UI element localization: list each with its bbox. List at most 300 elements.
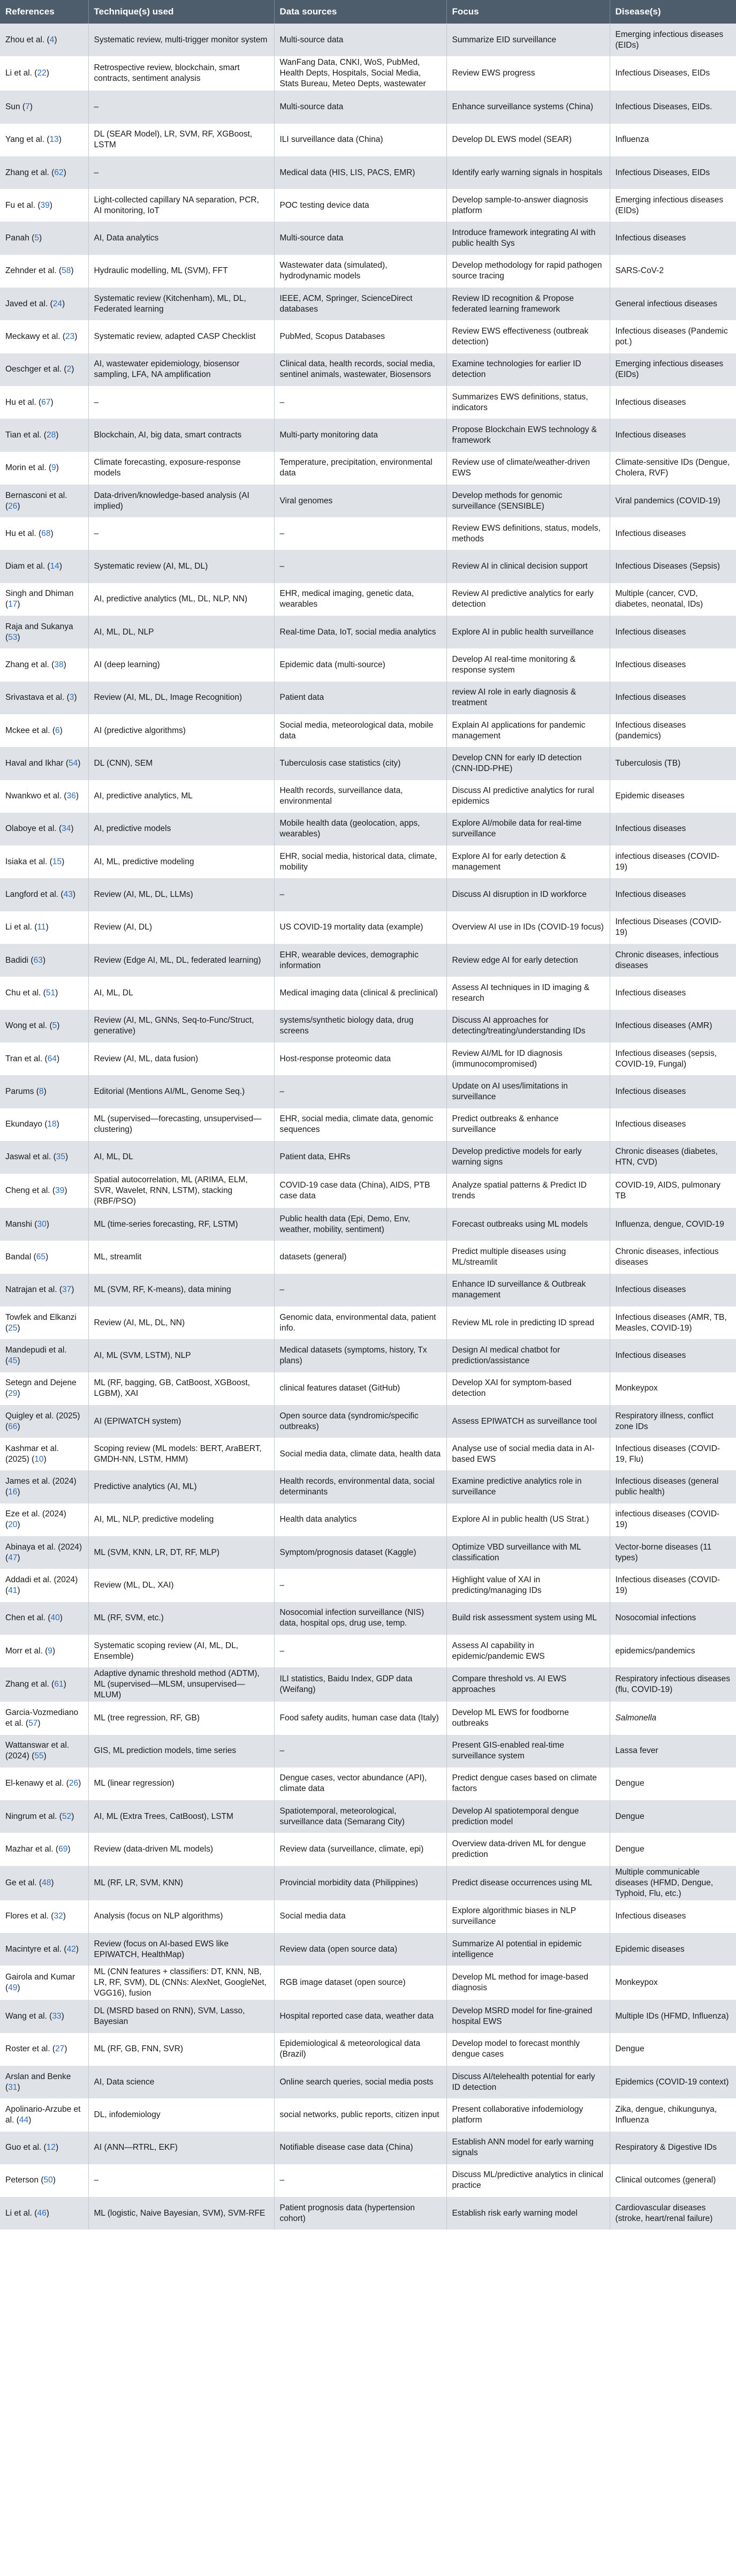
disease-cell: Infectious Diseases (COVID-19) — [615, 917, 722, 938]
disease-cell: Infectious diseases — [615, 1120, 686, 1129]
citation-link[interactable]: 33 — [52, 2011, 62, 2021]
data-sources-cell: Social media data, climate data, health data — [274, 1438, 446, 1470]
focus-cell: Review ML role in predicting ID spread — [446, 1306, 610, 1339]
reference-author: Olaboye et al. — [5, 824, 59, 834]
focus-cell: Assess AI techniques in ID imaging & research — [446, 977, 610, 1009]
citation-link[interactable]: 22 — [37, 69, 47, 78]
technique-cell: ML (RF, GB, FNN, SVR) — [88, 2033, 274, 2066]
data-sources-cell: IEEE, ACM, Springer, ScienceDirect databases — [274, 288, 446, 320]
disease-cell: Infectious diseases (COVID-19, Flu) — [615, 1444, 720, 1464]
technique-cell: AI, ML (Extra Trees, CatBoost), LSTM — [88, 1800, 274, 1833]
citation-link[interactable]: 40 — [50, 1613, 60, 1623]
reference-author: Mandepudi et al. — [5, 1345, 67, 1355]
technique-cell: Review (Edge AI, ML, DL, federated learning) — [88, 944, 274, 977]
technique-cell: – — [88, 2164, 274, 2197]
reference-cell: Flores et al. (32) — [0, 1900, 88, 1933]
disease-cell: Infectious diseases (AMR, TB, Measles, COVID-19) — [615, 1312, 727, 1333]
technique-cell: AI, predictive analytics, ML — [88, 780, 274, 813]
technique-cell: DL (MSRD based on RNN), SVM, Lasso, Bayesian — [88, 2000, 274, 2033]
citation-link[interactable]: 27 — [55, 2044, 65, 2054]
citation-link[interactable]: 5 — [52, 1021, 57, 1031]
reference-cell: Chen et al. (40) — [0, 1602, 88, 1635]
reference-cell: Gairola and Kumar (49) — [0, 1966, 88, 2000]
citation-link[interactable]: 24 — [52, 299, 62, 308]
reference-author: Ge et al. — [5, 1878, 39, 1887]
disease-cell: Dengue — [615, 1811, 644, 1821]
citation-link[interactable]: 69 — [58, 1845, 68, 1854]
data-sources-cell: Dengue cases, vector abundance (API), climate data — [274, 1767, 446, 1800]
table-row — [0, 1241, 736, 1273]
citation-link[interactable]: 64 — [47, 1054, 57, 1063]
table-row — [0, 255, 736, 288]
data-sources-cell: Multi-source data — [274, 24, 446, 56]
table-row — [0, 1735, 736, 1767]
citation-link[interactable]: 39 — [40, 200, 50, 210]
reference-cell: Li et al. (46) — [0, 2197, 88, 2230]
technique-cell: ML (logistic, Naive Bayesian, SVM), SVM-RFE — [88, 2197, 274, 2230]
header-technique: Technique(s) used — [88, 0, 274, 24]
table-row — [0, 2164, 736, 2197]
citation-link[interactable]: 39 — [55, 1186, 65, 1196]
data-sources-cell: Notifiable disease case data (China) — [274, 2132, 446, 2164]
reference-author: Abinaya et al. (2024) — [5, 1542, 82, 1552]
reference-author: Hu et al. — [5, 397, 39, 407]
technique-cell: Review (AI, ML, GNNs, Seq-to-Func/Struct, generative) — [88, 1010, 274, 1043]
reference-author: Towfek and Elkanzi — [5, 1312, 77, 1322]
focus-cell: Review edge AI for early detection — [446, 944, 610, 977]
technique-cell: Review (AI, ML, DL, NN) — [88, 1306, 274, 1339]
citation-link[interactable]: 63 — [33, 955, 43, 965]
citation-link[interactable]: 37 — [62, 1285, 72, 1295]
table-row — [0, 1108, 736, 1141]
focus-cell: Summarize EID surveillance — [446, 24, 610, 56]
reference-cell: Panah (5) — [0, 222, 88, 254]
reference-author: Bandal — [5, 1252, 34, 1262]
focus-cell: Review EWS progress — [446, 56, 610, 90]
citation-link[interactable]: 34 — [62, 824, 71, 834]
technique-cell: AI, ML (SVM, LSTM), NLP — [88, 1339, 274, 1372]
disease-cell: Chronic diseases (diabetes, HTN, CVD) — [615, 1147, 718, 1167]
citation-link[interactable]: 11 — [37, 923, 46, 932]
data-sources-cell: Medical data (HIS, LIS, PACS, EMR) — [274, 156, 446, 189]
table-row — [0, 878, 736, 911]
reference-cell: Zhou et al. (4) — [0, 24, 88, 56]
citation-link[interactable]: 9 — [48, 1646, 52, 1656]
data-sources-cell: Health data analytics — [274, 1504, 446, 1536]
header-focus: Focus — [446, 0, 610, 24]
table-row — [0, 452, 736, 485]
table-row — [0, 977, 736, 1009]
reference-author: Zehnder et al. — [5, 266, 59, 276]
reference-cell: Parums (8) — [0, 1075, 88, 1108]
focus-cell: Review ID recognition & Propose federated learning framework — [446, 288, 610, 320]
citation-link[interactable]: 52 — [62, 1811, 72, 1821]
reference-author: Wong et al. — [5, 1021, 50, 1031]
citation-link[interactable]: 54 — [69, 758, 78, 768]
citation-link[interactable]: 10 — [34, 1454, 44, 1464]
disease-cell: Infectious diseases (sepsis, COVID-19, Fungal) — [615, 1048, 717, 1069]
disease-cell: Influenza — [615, 135, 649, 145]
focus-cell: Explore AI for early detection & management — [446, 845, 610, 878]
reference-author: Langford et al. — [5, 890, 61, 900]
data-sources-cell: Epidemic data (multi-source) — [274, 648, 446, 681]
technique-cell: Review (AI, ML, data fusion) — [88, 1043, 274, 1075]
reference-cell: Quigley et al. (2025) (66) — [0, 1405, 88, 1438]
focus-cell: Develop MSRD model for fine-grained hospital EWS — [446, 2000, 610, 2033]
reference-cell: Zhang et al. (38) — [0, 648, 88, 681]
technique-cell: Systematic review, adapted CASP Checklist — [88, 320, 274, 353]
table-row — [0, 1536, 736, 1569]
disease-cell: Vector-borne diseases (11 types) — [615, 1542, 712, 1562]
table-row — [0, 1043, 736, 1075]
technique-cell: Review (data-driven ML models) — [88, 1833, 274, 1865]
reference-cell: Ningrum et al. (52) — [0, 1800, 88, 1833]
header-data-sources: Data sources — [274, 0, 446, 24]
technique-cell: Review (focus on AI-based EWS like EPIWATCH, HealthMap) — [88, 1933, 274, 1966]
focus-cell: Develop model to forecast monthly dengue cases — [446, 2033, 610, 2066]
reference-author: Gairola and Kumar — [5, 1973, 75, 1982]
technique-cell: Systematic scoping review (AI, ML, DL, Ensemble) — [88, 1635, 274, 1667]
reference-cell: Isiaka et al. (15) — [0, 845, 88, 878]
table-row — [0, 320, 736, 353]
data-sources-cell: – — [274, 1569, 446, 1601]
technique-cell: AI, Data science — [88, 2066, 274, 2098]
citation-link[interactable]: 35 — [56, 1152, 66, 1162]
table-row — [0, 288, 736, 320]
citation-link[interactable]: 53 — [8, 632, 18, 642]
citation-link[interactable]: 32 — [54, 1912, 63, 1921]
table-row — [0, 222, 736, 254]
focus-cell: Analyse use of social media data in AI-based EWS — [446, 1438, 610, 1470]
reference-cell: Zhang et al. (62) — [0, 156, 88, 189]
disease-cell: infectious diseases (COVID-19) — [615, 1509, 720, 1530]
focus-cell: Review EWS effectiveness (outbreak detection) — [446, 320, 610, 353]
data-sources-cell: Clinical data, health records, social media, sentinel animals, wastewater, Biosensors — [274, 353, 446, 386]
reference-author: Zhang et al. — [5, 1680, 52, 1689]
citation-link[interactable]: 26 — [8, 501, 18, 511]
reference-cell: Zhang et al. (61) — [0, 1667, 88, 1702]
reference-author: Badidi — [5, 955, 31, 965]
disease-cell: Infectious diseases — [615, 890, 686, 900]
disease-cell: Infectious diseases (COVID-19) — [615, 1575, 720, 1595]
focus-cell: Develop ML EWS for foodborne outbreaks — [446, 1702, 610, 1734]
technique-cell: – — [88, 90, 274, 123]
citation-link[interactable]: 5 — [34, 233, 39, 243]
citation-link[interactable]: 4 — [49, 35, 55, 44]
reference-author: Srivastava et al. — [5, 693, 67, 702]
citation-link[interactable]: 29 — [8, 1389, 18, 1399]
citation-link[interactable]: 28 — [46, 430, 56, 440]
citation-link[interactable]: 42 — [66, 1944, 76, 1954]
citation-link[interactable]: 51 — [45, 988, 56, 998]
disease-cell: Salmonella — [615, 1713, 657, 1723]
disease-cell: Emerging infectious diseases (EIDs) — [615, 195, 724, 215]
table-row — [0, 1767, 736, 1800]
reference-author: Arslan and Benke — [5, 2072, 71, 2081]
reference-author: Raja and Sukanya — [5, 622, 73, 631]
citation-link[interactable]: 38 — [54, 660, 64, 669]
reference-author: Peterson — [5, 2175, 41, 2185]
table-row — [0, 1966, 736, 2000]
technique-cell: AI (predictive algorithms) — [88, 714, 274, 747]
reference-author: Isiaka et al. — [5, 857, 50, 866]
focus-cell: Examine technologies for earlier ID detection — [446, 353, 610, 386]
citation-link[interactable]: 15 — [52, 857, 62, 866]
technique-cell: – — [88, 156, 274, 189]
disease-cell: Nosocomial infections — [615, 1613, 696, 1623]
table-row — [0, 1010, 736, 1043]
citation-link[interactable]: 66 — [8, 1422, 18, 1431]
citation-link[interactable]: 25 — [8, 1323, 18, 1333]
reference-cell: Hu et al. (68) — [0, 517, 88, 550]
table-row — [0, 813, 736, 845]
reference-author: Haval and Ikhar — [5, 758, 66, 768]
disease-cell: Dengue — [615, 2044, 644, 2054]
technique-cell: ML (tree regression, RF, GB) — [88, 1702, 274, 1734]
citation-link[interactable]: 55 — [34, 1751, 44, 1761]
citation-link[interactable]: 67 — [41, 397, 51, 407]
disease-cell: Infectious diseases (AMR) — [615, 1021, 712, 1031]
disease-cell: Infectious diseases — [615, 397, 686, 407]
citation-link[interactable]: 20 — [8, 1520, 18, 1530]
reference-cell: Eze et al. (2024) (20) — [0, 1504, 88, 1536]
data-sources-cell: Public health data (Epi, Demo, Env, weather, mobility, sentiment) — [274, 1208, 446, 1241]
citation-link[interactable]: 12 — [46, 2143, 56, 2152]
citation-link[interactable]: 57 — [28, 1718, 38, 1728]
focus-cell: Predict dengue cases based on climate factors — [446, 1767, 610, 1800]
reference-cell: Li et al. (11) — [0, 911, 88, 944]
table-row — [0, 1933, 736, 1966]
focus-cell: Develop DL EWS model (SEAR) — [446, 124, 610, 156]
focus-cell: Discuss AI/telehealth potential for early ID detection — [446, 2066, 610, 2098]
disease-cell: Infectious diseases (pandemics) — [615, 720, 686, 741]
data-sources-cell: PubMed, Scopus Databases — [274, 320, 446, 353]
technique-cell: ML (linear regression) — [88, 1767, 274, 1800]
citation-link[interactable]: 8 — [39, 1086, 44, 1096]
data-sources-cell: Multi-source data — [274, 222, 446, 254]
reference-author: Jaswal et al. — [5, 1152, 54, 1162]
disease-cell: Viral pandemics (COVID-19) — [615, 496, 720, 505]
citation-link[interactable]: 58 — [62, 266, 71, 276]
focus-cell: Establish ANN model for early warning signals — [446, 2132, 610, 2164]
technique-cell: Data-driven/knowledge-based analysis (AI implied) — [88, 485, 274, 517]
focus-cell: Explore AI in public health (US Strat.) — [446, 1504, 610, 1536]
disease-cell: Multiple IDs (HFMD, Influenza) — [615, 2011, 729, 2021]
technique-cell: ML (SVM, RF, K-means), data mining — [88, 1274, 274, 1306]
citation-link[interactable]: 3 — [69, 693, 74, 702]
reference-cell: Javed et al. (24) — [0, 288, 88, 320]
data-sources-cell: Symptom/prognosis dataset (Kaggle) — [274, 1536, 446, 1569]
reference-author: Li et al. — [5, 923, 35, 932]
citation-link[interactable]: 14 — [50, 562, 59, 571]
table-row — [0, 1667, 736, 1702]
disease-cell: Influenza, dengue, COVID-19 — [615, 1219, 724, 1229]
reference-author: Morr et al. — [5, 1646, 45, 1656]
reference-cell: Haval and Ikhar (54) — [0, 747, 88, 780]
technique-cell: AI, predictive models — [88, 813, 274, 845]
citation-link[interactable]: 18 — [47, 1120, 57, 1129]
table-row — [0, 353, 736, 386]
disease-cell: Infectious diseases — [615, 1086, 686, 1096]
technique-cell: Editorial (Mentions AI/ML, Genome Seq.) — [88, 1075, 274, 1108]
focus-cell: Build risk assessment system using ML — [446, 1602, 610, 1635]
reference-cell: Manshi (30) — [0, 1208, 88, 1241]
technique-cell: Systematic review (Kitchenham), ML, DL, Federated learning — [88, 288, 274, 320]
technique-cell: ML (CNN features + classifiers: DT, KNN, NB, LR, RF, SVM), DL (CNNs: AlexNet, GoogleNet, VGG16), fusion — [88, 1966, 274, 2000]
citation-link[interactable]: 65 — [36, 1252, 45, 1262]
reference-author: Ekundayo — [5, 1120, 45, 1129]
citation-link[interactable]: 41 — [8, 1586, 18, 1595]
citation-link[interactable]: 13 — [49, 135, 59, 145]
table-row — [0, 1800, 736, 1833]
data-sources-cell: social networks, public reports, citizen input — [274, 2098, 446, 2131]
disease-cell: COVID-19, AIDS, pulmonary TB — [615, 1181, 720, 1201]
reference-cell: Hu et al. (67) — [0, 386, 88, 419]
technique-cell: AI, ML, DL — [88, 1141, 274, 1174]
citation-link[interactable]: 17 — [8, 600, 18, 609]
disease-cell: Infectious diseases — [615, 627, 686, 637]
data-sources-cell: – — [274, 1274, 446, 1306]
citation-link[interactable]: 61 — [54, 1680, 64, 1689]
disease-cell: Emerging infectious diseases (EIDs) — [615, 359, 724, 380]
reference-author: Flores et al. — [5, 1912, 51, 1921]
reference-author: Diam et al. — [5, 562, 48, 571]
reference-author: Garcia-Vozmediano et al. — [5, 1708, 79, 1728]
table-row — [0, 550, 736, 583]
focus-cell: Explain AI applications for pandemic management — [446, 714, 610, 747]
reference-author: El-kenawy et al. — [5, 1779, 66, 1788]
technique-cell: Spatial autocorrelation, ML (ARIMA, ELM, SVR, Wavelet, RNN, LSTM), stacking (RBF/PSO) — [88, 1174, 274, 1208]
reference-cell: Nwankwo et al. (36) — [0, 780, 88, 813]
citation-link[interactable]: 6 — [55, 726, 60, 735]
data-sources-cell: – — [274, 1635, 446, 1667]
table-row — [0, 1075, 736, 1108]
citation-link[interactable]: 45 — [8, 1356, 18, 1365]
citation-link[interactable]: 23 — [65, 332, 75, 342]
reference-cell: Fu et al. (39) — [0, 189, 88, 222]
citation-link[interactable]: 62 — [54, 168, 64, 177]
table-body — [0, 24, 736, 2230]
disease-cell: Clinical outcomes (general) — [615, 2175, 716, 2185]
table-row — [0, 2066, 736, 2098]
citation-link[interactable]: 26 — [69, 1779, 79, 1788]
technique-cell: Hydraulic modelling, ML (SVM), FFT — [88, 255, 274, 288]
reference-cell: Langford et al. (43) — [0, 878, 88, 911]
technique-cell: Adaptive dynamic threshold method (ADTM), ML (supervised—MLSM, unsupervised—MLUM) — [88, 1667, 274, 1702]
citation-link[interactable]: 68 — [41, 528, 51, 538]
citation-link[interactable]: 9 — [51, 463, 56, 473]
reference-author: Mckee et al. — [5, 726, 52, 735]
table-row — [0, 944, 736, 977]
citation-link[interactable]: 50 — [43, 2175, 53, 2185]
citation-link[interactable]: 30 — [37, 1219, 47, 1229]
focus-cell: Propose Blockchain EWS technology & framework — [446, 419, 610, 451]
focus-cell: Review AI/ML for ID diagnosis (immunocompromised) — [446, 1043, 610, 1075]
citation-link[interactable]: 36 — [66, 791, 76, 801]
reference-author: Zhang et al. — [5, 168, 52, 177]
table-row — [0, 189, 736, 222]
data-sources-cell: Patient data — [274, 682, 446, 714]
focus-cell: Highlight value of XAI in predicting/managing IDs — [446, 1569, 610, 1601]
reference-author: Oeschger et al. — [5, 365, 64, 374]
disease-cell: Infectious diseases — [615, 660, 686, 669]
table-row — [0, 2033, 736, 2066]
reference-author: Sun — [5, 102, 22, 111]
focus-cell: Overview AI use in IDs (COVID-19 focus) — [446, 911, 610, 944]
citation-link[interactable]: 47 — [8, 1553, 18, 1562]
reference-author: Morin et al. — [5, 463, 49, 473]
disease-cell: Epidemic diseases — [615, 791, 685, 801]
disease-cell: Infectious Diseases, EIDs — [615, 168, 710, 177]
focus-cell: Assess EPIWATCH as surveillance tool — [446, 1405, 610, 1438]
citation-link[interactable]: 7 — [25, 102, 30, 111]
focus-cell: Review EWS definitions, status, models, methods — [446, 517, 610, 550]
reference-cell: Wong et al. (5) — [0, 1010, 88, 1043]
technique-cell: Predictive analytics (AI, ML) — [88, 1470, 274, 1503]
citation-link[interactable]: 43 — [63, 890, 73, 900]
reference-author: Tran et al. — [5, 1054, 45, 1063]
reference-cell: Ekundayo (18) — [0, 1108, 88, 1141]
citation-link[interactable]: 2 — [66, 365, 72, 374]
focus-cell: Identify early warning signals in hospitals — [446, 156, 610, 189]
citation-link[interactable]: 16 — [8, 1487, 18, 1497]
reference-author: Li et al. — [5, 69, 35, 78]
header-row — [0, 0, 736, 24]
reference-author: Roster et al. — [5, 2044, 52, 2054]
disease-cell: Respiratory illness, conflict zone IDs — [615, 1411, 714, 1431]
table-row — [0, 1569, 736, 1601]
data-sources-cell: Open source data (syndromic/specific outbreaks) — [274, 1405, 446, 1438]
focus-cell: Develop CNN for early ID detection (CNN-IDD-PHE) — [446, 747, 610, 780]
data-sources-cell: Multi-party monitoring data — [274, 419, 446, 451]
reference-author: Kashmar et al. (2025) — [5, 1444, 59, 1464]
data-sources-cell: Wastewater data (simulated), hydrodynamic models — [274, 255, 446, 288]
technique-cell: AI, ML, NLP, predictive modeling — [88, 1504, 274, 1536]
reference-cell: Setegn and Dejene (29) — [0, 1372, 88, 1405]
reference-cell: Oeschger et al. (2) — [0, 353, 88, 386]
reference-author: Singh and Dhiman — [5, 589, 74, 599]
technique-cell: Review (AI, ML, DL, LLMs) — [88, 878, 274, 911]
reference-cell: Arslan and Benke (31) — [0, 2066, 88, 2098]
technique-cell: AI, ML, predictive modeling — [88, 845, 274, 878]
focus-cell: Compare threshold vs. AI EWS approaches — [446, 1667, 610, 1702]
reference-cell: Peterson (50) — [0, 2164, 88, 2197]
reference-cell: El-kenawy et al. (26) — [0, 1767, 88, 1800]
reference-cell: Tran et al. (64) — [0, 1043, 88, 1075]
focus-cell: Update on AI uses/limitations in surveillance — [446, 1075, 610, 1108]
technique-cell: Review (ML, DL, XAI) — [88, 1569, 274, 1601]
technique-cell: Review (AI, ML, DL, Image Recognition) — [88, 682, 274, 714]
table-row — [0, 24, 736, 56]
citation-link[interactable]: 48 — [42, 1878, 51, 1887]
focus-cell: Examine predictive analytics role in surveillance — [446, 1470, 610, 1503]
table-row — [0, 1372, 736, 1405]
citation-link[interactable]: 46 — [37, 2208, 47, 2218]
focus-cell: Review use of climate/weather-driven EWS — [446, 452, 610, 485]
table-row — [0, 485, 736, 517]
citation-link[interactable]: 44 — [19, 2115, 29, 2125]
data-sources-cell: Real-time Data, IoT, social media analytics — [274, 616, 446, 648]
table-row — [0, 156, 736, 189]
reference-author: Setegn and Dejene — [5, 1378, 77, 1388]
data-sources-cell: – — [274, 550, 446, 583]
data-sources-cell: Health records, surveillance data, environmental — [274, 780, 446, 813]
technique-cell: – — [88, 386, 274, 419]
focus-cell: Develop sample-to-answer diagnosis platform — [446, 189, 610, 222]
citation-link[interactable]: 31 — [8, 2082, 18, 2092]
citation-link[interactable]: 49 — [8, 1983, 18, 1993]
disease-cell: infectious diseases (COVID-19) — [615, 851, 720, 872]
